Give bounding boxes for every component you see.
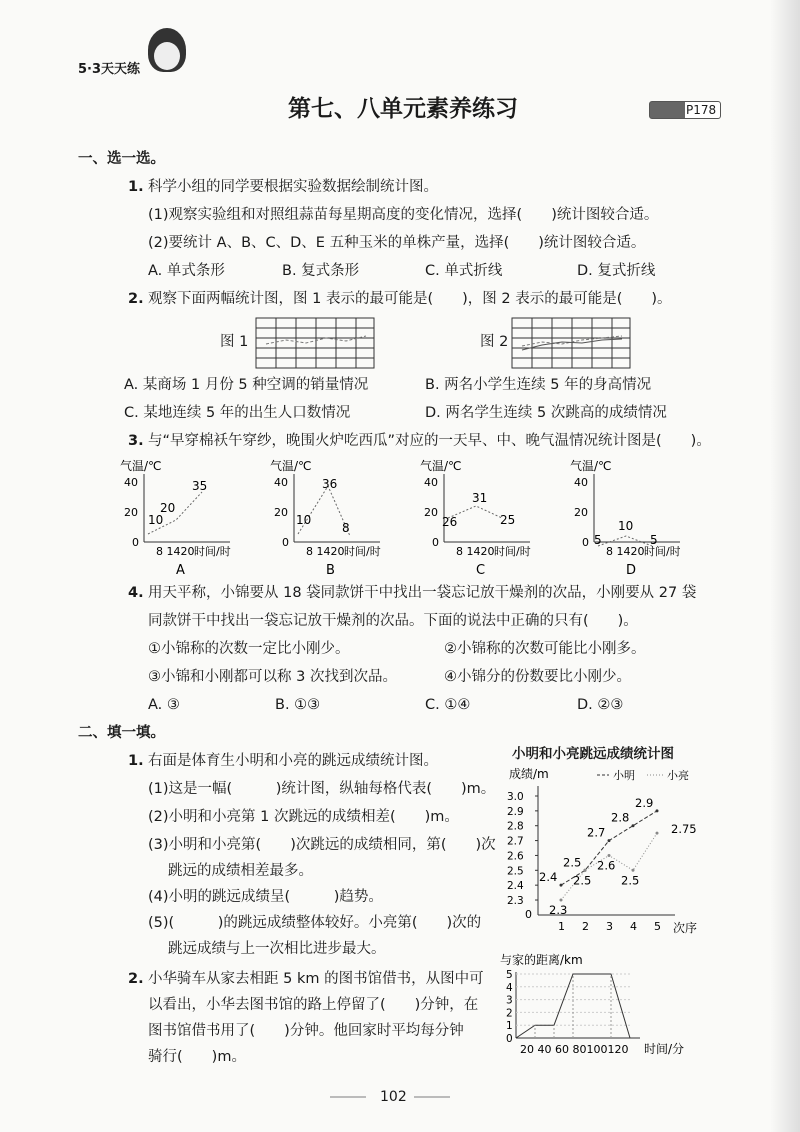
q3-data-label: 36 bbox=[322, 477, 338, 491]
s2-q2-number: 2. bbox=[128, 971, 144, 987]
s2-q1-sub3: (3)小明和小亮第( )次跳远的成绩相同，第( )次 bbox=[148, 837, 496, 853]
legend-ming: 小明 bbox=[613, 769, 635, 782]
brand-text: 5·3天天练 bbox=[78, 62, 141, 77]
jump-ytick: 2.6 bbox=[507, 850, 524, 863]
jump-ytick: 2.4 bbox=[507, 880, 524, 893]
jump-ytick: 2.9 bbox=[507, 805, 524, 818]
fig1-label: 图 1 bbox=[220, 334, 249, 350]
q3-ytick: 20 bbox=[124, 506, 138, 519]
q3-ytick: 40 bbox=[574, 476, 588, 489]
jump-data-label: 2.9 bbox=[635, 795, 654, 810]
page-number: 102 bbox=[380, 1089, 407, 1105]
q3-xlabel: 时间/时 bbox=[344, 545, 381, 558]
q3-chart-A bbox=[120, 458, 231, 578]
q3-data-label: 5 bbox=[594, 533, 602, 547]
section1-heading: 一、选一选。 bbox=[78, 151, 165, 167]
jump-point bbox=[560, 899, 563, 902]
jump-data-label: 2.3 bbox=[549, 903, 568, 918]
jump-point bbox=[608, 854, 611, 857]
fig2-label: 图 2 bbox=[480, 334, 509, 350]
legend-liang: 小亮 bbox=[667, 769, 689, 782]
q1-sub2: (2)要统计 A、B、C、D、E 五种玉米的单株产量，选择( )统计图较合适。 bbox=[148, 235, 646, 251]
jump-ytick: 2.3 bbox=[507, 895, 524, 908]
q3-ylabel: 气温/℃ bbox=[570, 459, 612, 473]
q4-statement-2: ②小锦称的次数可能比小刚多。 bbox=[444, 641, 646, 657]
dist-ytick: 2 bbox=[506, 1007, 513, 1020]
s2-q1-sub5b: 跳远成绩与上一次相比进步最大。 bbox=[168, 941, 386, 957]
jump-point bbox=[656, 832, 659, 835]
q3-ylabel: 气温/℃ bbox=[270, 459, 312, 473]
q1-option-b: B. 复式条形 bbox=[282, 263, 360, 279]
q3-xlabel: 时间/时 bbox=[194, 545, 231, 558]
jump-data-label: 2.4 bbox=[539, 870, 558, 885]
s2-q1-sub5: (5)( )的跳远成绩整体较好。小亮第( )次的 bbox=[148, 915, 482, 931]
q3-ytick: 20 bbox=[574, 506, 588, 519]
jump-data-label: 2.5 bbox=[573, 873, 592, 888]
s2-q2-line3: 图书馆借书用了( )分钟。他回家时平均每分钟 bbox=[148, 1023, 464, 1039]
q3-data-label: 20 bbox=[160, 501, 176, 515]
q4-number: 4. bbox=[128, 585, 144, 601]
q3-data-label: 10 bbox=[296, 513, 312, 527]
jump-ytick: 2.8 bbox=[507, 820, 524, 833]
q3-ytick: 0 bbox=[582, 536, 589, 549]
brand-logo bbox=[70, 28, 190, 78]
q2-text: 观察下面两幅统计图，图 1 表示的最可能是( )，图 2 表示的最可能是( )。 bbox=[148, 291, 672, 307]
footer-ornament-right bbox=[414, 1096, 450, 1098]
s2-q1-sub4: (4)小明的跳远成绩呈( )趋势。 bbox=[148, 889, 383, 905]
q3-text: 与“早穿棉袄午穿纱，晚围火炉吃西瓜”对应的一天早、中、晚气温情况统计图是( )。 bbox=[148, 433, 711, 449]
jump-point bbox=[656, 809, 659, 812]
jump-point bbox=[560, 884, 563, 887]
jump-point bbox=[632, 869, 635, 872]
jump-ytick: 3.0 bbox=[507, 791, 524, 803]
jump-y0: 0 bbox=[525, 908, 532, 921]
dist-ytick: 3 bbox=[506, 994, 513, 1007]
s2-q1-sub1: (1)这是一幅( )统计图，纵轴每格代表( )m。 bbox=[148, 781, 496, 797]
jump-xtick: 5 bbox=[654, 920, 661, 933]
q3-xlabel: 时间/时 bbox=[644, 545, 680, 558]
q3-xticks: 8 1420 bbox=[606, 545, 645, 558]
jump-xtick: 4 bbox=[630, 920, 637, 933]
s2-q2-line1: 小华骑车从家去相距 5 km 的图书馆借书，从图中可 bbox=[148, 971, 484, 987]
jump-xtick: 3 bbox=[606, 920, 613, 933]
q4-statement-3: ③小锦和小刚都可以称 3 次找到次品。 bbox=[148, 669, 397, 685]
q4-option-a: A. ③ bbox=[148, 697, 180, 713]
q4-option-b: B. ①③ bbox=[275, 697, 321, 713]
dist-xlabel: 时间/分 bbox=[644, 1042, 685, 1056]
q3-ytick: 0 bbox=[282, 536, 289, 549]
q1-sub1: (1)观察实验组和对照组蒜苗每星期高度的变化情况，选择( )统计图较合适。 bbox=[148, 207, 659, 223]
q3-chart-letter: A bbox=[176, 563, 185, 578]
s2-q1-text: 右面是体育生小明和小亮的跳远成绩统计图。 bbox=[148, 753, 438, 769]
q3-charts bbox=[120, 456, 680, 580]
q3-data-label: 10 bbox=[148, 513, 164, 527]
jump-xtick: 2 bbox=[582, 920, 589, 933]
q4-line1: 用天平称，小锦要从 18 袋同款饼干中找出一袋忘记放干燥剂的次品，小刚要从 27 袋 bbox=[148, 585, 697, 601]
fig2-grid-chart bbox=[510, 316, 632, 370]
q2-option-c: C. 某地连续 5 年的出生人口数情况 bbox=[124, 405, 351, 421]
q3-ytick: 20 bbox=[424, 506, 438, 519]
q4-option-d: D. ②③ bbox=[577, 697, 624, 713]
q3-mini-charts-svg bbox=[120, 456, 680, 580]
q1-option-c: C. 单式折线 bbox=[425, 263, 503, 279]
jump-xlabel: 次序 bbox=[673, 921, 698, 935]
fig1-grid-chart bbox=[254, 316, 376, 370]
q3-number: 3. bbox=[128, 433, 144, 449]
q3-ytick: 0 bbox=[132, 536, 139, 549]
q2-number: 2. bbox=[128, 291, 144, 307]
page-title: 第七、八单元素养练习 bbox=[288, 96, 518, 122]
q3-data-label: 26 bbox=[442, 515, 458, 529]
s2-q1-sub3b: 跳远的成绩相差最多。 bbox=[168, 863, 313, 879]
dist-ytick: 4 bbox=[506, 981, 513, 994]
q3-ytick: 20 bbox=[274, 506, 288, 519]
q3-xlabel: 时间/时 bbox=[494, 545, 531, 558]
dist-ytick: 1 bbox=[506, 1020, 513, 1033]
q3-xticks: 8 1420 bbox=[456, 545, 495, 558]
q1-text: 科学小组的同学要根据实验数据绘制统计图。 bbox=[148, 179, 438, 195]
jump-point bbox=[632, 824, 635, 827]
jump-data-label: 2.8 bbox=[611, 810, 630, 825]
right-edge-decoration bbox=[770, 0, 800, 1132]
q4-line2: 同款饼干中找出一袋忘记放干燥剂的次品。下面的说法中正确的只有( )。 bbox=[148, 613, 638, 629]
jump-data-label: 2.5 bbox=[621, 873, 640, 888]
q4-option-c: C. ①④ bbox=[425, 697, 471, 713]
jump-point bbox=[584, 869, 587, 872]
page-ref-badge bbox=[649, 101, 721, 119]
jump-data-label: 2.5 bbox=[563, 855, 582, 870]
q1-option-a: A. 单式条形 bbox=[148, 263, 225, 279]
q3-xticks: 8 1420 bbox=[306, 545, 345, 558]
q4-statement-1: ①小锦称的次数一定比小刚少。 bbox=[148, 641, 350, 657]
q3-chart-D bbox=[570, 458, 680, 578]
q1-number: 1. bbox=[128, 179, 144, 195]
q3-data-label: 10 bbox=[618, 519, 634, 533]
jump-ytick: 2.5 bbox=[507, 865, 524, 878]
q4-statement-4: ④小锦分的份数要比小刚少。 bbox=[444, 669, 631, 685]
q2-option-d: D. 两名学生连续 5 次跳高的成绩情况 bbox=[425, 405, 667, 421]
jump-ylabel: 成绩/m bbox=[509, 767, 549, 781]
jump-data-label: 2.6 bbox=[597, 858, 616, 873]
q3-data-label: 31 bbox=[472, 491, 488, 505]
q3-ytick: 40 bbox=[124, 476, 138, 489]
dist-ytick: 5 bbox=[506, 969, 513, 981]
s2-q1-sub2: (2)小明和小亮第 1 次跳远的成绩相差( )m。 bbox=[148, 809, 459, 825]
dist-ytick: 0 bbox=[506, 1033, 513, 1045]
jump-ytick: 2.7 bbox=[507, 835, 524, 848]
jump-xtick: 1 bbox=[558, 920, 565, 933]
jump-point bbox=[608, 839, 611, 842]
section2-heading: 二、填一填。 bbox=[78, 725, 165, 741]
page-ref-label: P178 bbox=[686, 103, 717, 117]
s2-q2-line2: 以看出，小华去图书馆的路上停留了( )分钟，在 bbox=[148, 997, 479, 1013]
jump-chart bbox=[505, 766, 720, 936]
s2-q2-line4: 骑行( )m。 bbox=[148, 1049, 246, 1065]
distance-chart bbox=[500, 950, 722, 1062]
dist-xticks: 20 40 60 80100120 bbox=[520, 1043, 629, 1056]
s2-q1-number: 1. bbox=[128, 753, 144, 769]
q3-data-label: 8 bbox=[342, 521, 350, 535]
q2-option-a: A. 某商场 1 月份 5 种空调的销量情况 bbox=[124, 377, 369, 393]
q3-xticks: 8 1420 bbox=[156, 545, 195, 558]
q1-option-d: D. 复式折线 bbox=[577, 263, 656, 279]
q3-ylabel: 气温/℃ bbox=[420, 459, 462, 473]
q3-ytick: 40 bbox=[424, 476, 438, 489]
footer-ornament-left bbox=[330, 1096, 366, 1098]
q3-ytick: 40 bbox=[274, 476, 288, 489]
dist-ylabel: 与家的距离/km bbox=[500, 953, 583, 967]
q3-ytick: 0 bbox=[432, 536, 439, 549]
q3-data-label: 35 bbox=[192, 479, 208, 493]
q3-data-label: 25 bbox=[500, 513, 516, 527]
q2-option-b: B. 两名小学生连续 5 年的身高情况 bbox=[425, 377, 652, 393]
mascot-face bbox=[154, 42, 180, 70]
q3-chart-C bbox=[420, 458, 531, 578]
q3-ylabel: 气温/℃ bbox=[120, 459, 162, 473]
q3-chart-letter: C bbox=[476, 563, 486, 578]
q3-data-label: 5 bbox=[650, 533, 658, 547]
q3-chart-B bbox=[270, 458, 381, 578]
q3-chart-letter: B bbox=[326, 563, 335, 578]
jump-chart-title: 小明和小亮跳远成绩统计图 bbox=[512, 746, 674, 762]
jump-data-label: 2.75 bbox=[671, 822, 697, 837]
q3-chart-letter: D bbox=[626, 563, 637, 578]
jump-data-label: 2.7 bbox=[587, 825, 606, 840]
